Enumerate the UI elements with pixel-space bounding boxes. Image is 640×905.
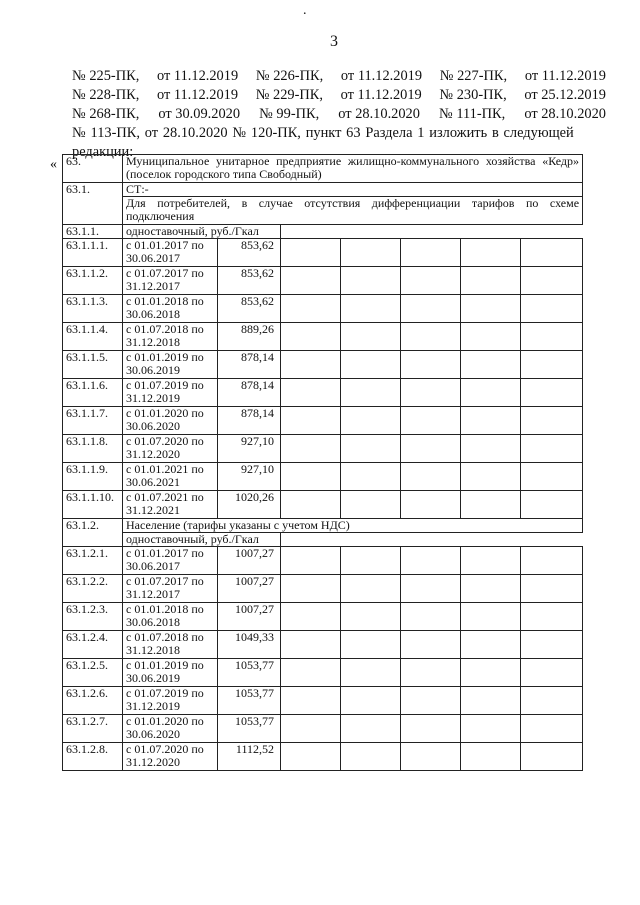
tariff-value: 853,62 xyxy=(218,267,281,295)
empty-cell xyxy=(401,379,461,407)
tariff-period: с 01.01.2019 по 30.06.2019 xyxy=(123,659,218,687)
empty-cell xyxy=(341,575,401,603)
system-label: СТ:- xyxy=(123,183,583,197)
intro-line-4 xyxy=(72,124,606,143)
empty-cell xyxy=(461,715,521,743)
resolution-date: от 30.09.2020 xyxy=(158,106,241,122)
tariff-row xyxy=(63,603,583,631)
empty-cell xyxy=(281,267,341,295)
row-number: 63.1.1.2. xyxy=(63,267,123,295)
resolution-date: от 11.12.2019 xyxy=(157,68,239,84)
tariff-period: с 01.01.2019 по 30.06.2019 xyxy=(123,351,218,379)
tariff-period: с 01.07.2019 по 31.12.2019 xyxy=(123,379,218,407)
resolution-number: № 226-ПК, xyxy=(255,68,324,84)
empty-cell xyxy=(281,687,341,715)
empty-cell xyxy=(461,379,521,407)
intro-text: редакции: xyxy=(72,144,134,160)
empty-cell xyxy=(281,575,341,603)
row-number: 63.1.1.6. xyxy=(63,379,123,407)
empty-cell xyxy=(281,743,341,771)
empty-cell xyxy=(281,407,341,435)
tariff-row xyxy=(63,575,583,603)
empty-cell xyxy=(461,491,521,519)
resolution-number: № 229-ПК, xyxy=(255,87,323,103)
row-number: 63.1.1.10. xyxy=(63,491,123,519)
table-row xyxy=(63,155,583,183)
tariff-row xyxy=(63,351,583,379)
tariff-value: 927,10 xyxy=(218,435,281,463)
empty-cell xyxy=(521,575,583,603)
tariff-row xyxy=(63,659,583,687)
empty-cell xyxy=(461,407,521,435)
tariff-row xyxy=(63,267,583,295)
empty-cell xyxy=(401,687,461,715)
page-number: 3 xyxy=(330,33,338,50)
row-number: 63.1.2. xyxy=(63,519,123,547)
empty-cell xyxy=(521,463,583,491)
tariff-value: 1007,27 xyxy=(218,547,281,575)
empty-cell xyxy=(461,463,521,491)
tariff-value: 878,14 xyxy=(218,379,281,407)
empty-cell xyxy=(401,603,461,631)
empty-cell xyxy=(461,743,521,771)
empty-cell xyxy=(341,379,401,407)
tariff-period: с 01.07.2020 по 31.12.2020 xyxy=(123,743,218,771)
empty-cell xyxy=(281,491,341,519)
row-number: 63.1.1.9. xyxy=(63,463,123,491)
empty-cell xyxy=(401,491,461,519)
intro-text: № 113-ПК, от 28.10.2020 № 120-ПК, пункт 63 Раздела 1 изложить в следующей xyxy=(72,125,574,141)
empty-cell xyxy=(401,547,461,575)
tariff-row xyxy=(63,631,583,659)
empty-cell xyxy=(401,463,461,491)
tariff-period: с 01.07.2018 по 31.12.2018 xyxy=(123,631,218,659)
rate-type: одноставочный, руб./Гкал xyxy=(123,225,281,239)
organization-name: Муниципальное унитарное предприятие жилищно-коммунального хозяйства «Кедр» (поселок городского типа Свободный) xyxy=(123,155,583,183)
empty-cell xyxy=(341,239,401,267)
empty-cell xyxy=(401,575,461,603)
tariff-period: с 01.07.2017 по 31.12.2017 xyxy=(123,267,218,295)
empty-cell xyxy=(521,351,583,379)
tariff-period: с 01.01.2020 по 30.06.2020 xyxy=(123,715,218,743)
tariff-value: 1053,77 xyxy=(218,715,281,743)
tariff-row xyxy=(63,463,583,491)
empty-cell xyxy=(401,743,461,771)
row-number: 63.1.1.7. xyxy=(63,407,123,435)
tariff-period: с 01.01.2018 по 30.06.2018 xyxy=(123,603,218,631)
tariff-value: 1007,27 xyxy=(218,603,281,631)
table-row xyxy=(63,225,583,239)
intro-line-1 xyxy=(72,67,606,86)
resolution-date: от 11.12.2019 xyxy=(156,87,239,103)
table-row xyxy=(63,519,583,533)
tariff-row xyxy=(63,239,583,267)
tariff-value: 1020,26 xyxy=(218,491,281,519)
tariff-value: 853,62 xyxy=(218,295,281,323)
tariff-table xyxy=(62,154,583,771)
tariff-period: с 01.07.2020 по 31.12.2020 xyxy=(123,435,218,463)
tariff-value: 1049,33 xyxy=(218,631,281,659)
tariff-value: 1053,77 xyxy=(218,687,281,715)
tariff-value: 889,26 xyxy=(218,323,281,351)
table-row xyxy=(63,183,583,197)
resolution-number: № 111-ПК, xyxy=(439,106,506,122)
empty-cell xyxy=(401,267,461,295)
empty-cell xyxy=(281,239,341,267)
resolution-date: от 11.12.2019 xyxy=(340,87,422,103)
intro-line-2 xyxy=(72,86,606,105)
empty-cell xyxy=(401,295,461,323)
empty-cell xyxy=(521,547,583,575)
resolution-number: № 230-ПК, xyxy=(439,87,507,103)
resolution-number: № 268-ПК, xyxy=(72,106,140,122)
tariff-period: с 01.01.2020 по 30.06.2020 xyxy=(123,407,218,435)
empty-cell xyxy=(281,659,341,687)
row-number: 63.1.1. xyxy=(63,225,123,239)
empty-cell xyxy=(461,295,521,323)
empty-cell xyxy=(521,659,583,687)
empty-cell xyxy=(281,435,341,463)
empty-cell xyxy=(461,435,521,463)
resolution-date: от 28.10.2020 xyxy=(338,106,420,122)
empty-cell xyxy=(341,743,401,771)
empty-cell xyxy=(521,407,583,435)
empty-cell xyxy=(521,295,583,323)
empty-cell xyxy=(461,575,521,603)
row-number: 63.1.2.6. xyxy=(63,687,123,715)
empty-cell xyxy=(341,435,401,463)
empty-cell xyxy=(521,379,583,407)
empty-cell xyxy=(341,715,401,743)
row-number: 63.1.1.3. xyxy=(63,295,123,323)
row-number: 63.1.2.1. xyxy=(63,547,123,575)
tariff-value: 878,14 xyxy=(218,351,281,379)
empty-cell xyxy=(521,267,583,295)
row-number: 63.1.2.4. xyxy=(63,631,123,659)
empty-cell xyxy=(461,267,521,295)
row-number: 63.1.2.7. xyxy=(63,715,123,743)
tariff-value: 927,10 xyxy=(218,463,281,491)
opening-quote: « xyxy=(50,157,57,172)
empty-cell xyxy=(281,463,341,491)
resolution-number: № 227-ПК, xyxy=(439,68,508,84)
tariff-period: с 01.07.2019 по 31.12.2019 xyxy=(123,687,218,715)
row-number: 63.1. xyxy=(63,183,123,225)
empty-cell xyxy=(521,631,583,659)
empty-cell xyxy=(341,463,401,491)
tariff-row xyxy=(63,715,583,743)
row-number: 63.1.2.3. xyxy=(63,603,123,631)
tariff-row xyxy=(63,379,583,407)
tariff-value: 1053,77 xyxy=(218,659,281,687)
empty-cell xyxy=(341,547,401,575)
empty-cell xyxy=(461,659,521,687)
tariff-period: с 01.07.2017 по 31.12.2017 xyxy=(123,575,218,603)
table-row xyxy=(63,533,583,547)
empty-cell xyxy=(281,603,341,631)
empty-cell xyxy=(281,323,341,351)
tariff-row xyxy=(63,743,583,771)
tariff-period: с 01.07.2021 по 31.12.2021 xyxy=(123,491,218,519)
row-number: 63.1.2.2. xyxy=(63,575,123,603)
tariff-row xyxy=(63,323,583,351)
empty-cell xyxy=(521,687,583,715)
resolution-number: № 228-ПК, xyxy=(72,87,140,103)
rate-type: одноставочный, руб./Гкал xyxy=(123,533,281,547)
row-number: 63.1.1.5. xyxy=(63,351,123,379)
empty-cell xyxy=(401,435,461,463)
empty-cell xyxy=(461,631,521,659)
empty-cell xyxy=(401,631,461,659)
tariff-row xyxy=(63,435,583,463)
tariff-row xyxy=(63,547,583,575)
empty-cell xyxy=(281,379,341,407)
empty-cell xyxy=(341,407,401,435)
row-number: 63. xyxy=(63,155,123,183)
empty-cell xyxy=(461,323,521,351)
row-number: 63.1.1.8. xyxy=(63,435,123,463)
tariff-value: 1112,52 xyxy=(218,743,281,771)
tariff-period: с 01.07.2018 по 31.12.2018 xyxy=(123,323,218,351)
empty-cell xyxy=(461,547,521,575)
empty-cell xyxy=(281,631,341,659)
tariff-period: с 01.01.2017 по 30.06.2017 xyxy=(123,547,218,575)
empty-cell xyxy=(521,603,583,631)
empty-cell xyxy=(281,225,583,239)
empty-cell xyxy=(401,715,461,743)
tariff-value: 1007,27 xyxy=(218,575,281,603)
tariff-value: 878,14 xyxy=(218,407,281,435)
empty-cell xyxy=(281,533,583,547)
empty-cell xyxy=(341,491,401,519)
tariff-row xyxy=(63,407,583,435)
resolution-date: от 11.12.2019 xyxy=(524,68,606,84)
resolution-date: от 28.10.2020 xyxy=(524,106,606,122)
empty-cell xyxy=(341,267,401,295)
empty-cell xyxy=(341,603,401,631)
empty-cell xyxy=(341,351,401,379)
row-number: 63.1.2.8. xyxy=(63,743,123,771)
empty-cell xyxy=(521,491,583,519)
empty-cell xyxy=(461,351,521,379)
empty-cell xyxy=(521,239,583,267)
row-number: 63.1.1.4. xyxy=(63,323,123,351)
tariff-row xyxy=(63,687,583,715)
empty-cell xyxy=(341,323,401,351)
empty-cell xyxy=(521,323,583,351)
population-label: Население (тарифы указаны с учетом НДС) xyxy=(123,519,583,533)
empty-cell xyxy=(341,687,401,715)
empty-cell xyxy=(281,715,341,743)
empty-cell xyxy=(521,715,583,743)
resolution-date: от 11.12.2019 xyxy=(340,68,423,84)
empty-cell xyxy=(281,295,341,323)
row-number: 63.1.2.5. xyxy=(63,659,123,687)
intro-paragraph xyxy=(72,67,606,162)
resolution-date: от 25.12.2019 xyxy=(524,87,606,103)
tariff-value: 853,62 xyxy=(218,239,281,267)
row-number: 63.1.1.1. xyxy=(63,239,123,267)
empty-cell xyxy=(281,547,341,575)
empty-cell xyxy=(341,631,401,659)
empty-cell xyxy=(461,687,521,715)
tariff-row xyxy=(63,491,583,519)
intro-line-3 xyxy=(72,105,606,124)
table-row xyxy=(63,197,583,225)
empty-cell xyxy=(341,659,401,687)
empty-cell xyxy=(401,659,461,687)
tariff-period: с 01.01.2018 по 30.06.2018 xyxy=(123,295,218,323)
tariff-period: с 01.01.2017 по 30.06.2017 xyxy=(123,239,218,267)
empty-cell xyxy=(401,407,461,435)
tariff-row xyxy=(63,295,583,323)
empty-cell xyxy=(281,351,341,379)
empty-cell xyxy=(521,435,583,463)
empty-cell xyxy=(521,743,583,771)
empty-cell xyxy=(341,295,401,323)
empty-cell xyxy=(461,239,521,267)
empty-cell xyxy=(401,323,461,351)
resolution-number: № 225-ПК, xyxy=(72,68,140,84)
scan-dot: . xyxy=(303,3,307,18)
empty-cell xyxy=(401,351,461,379)
empty-cell xyxy=(461,603,521,631)
consumer-note: Для потребителей, в случае отсутствия дифференциации тарифов по схеме подключения xyxy=(123,197,583,225)
resolution-number: № 99-ПК, xyxy=(259,106,320,122)
tariff-period: с 01.01.2021 по 30.06.2021 xyxy=(123,463,218,491)
empty-cell xyxy=(401,239,461,267)
